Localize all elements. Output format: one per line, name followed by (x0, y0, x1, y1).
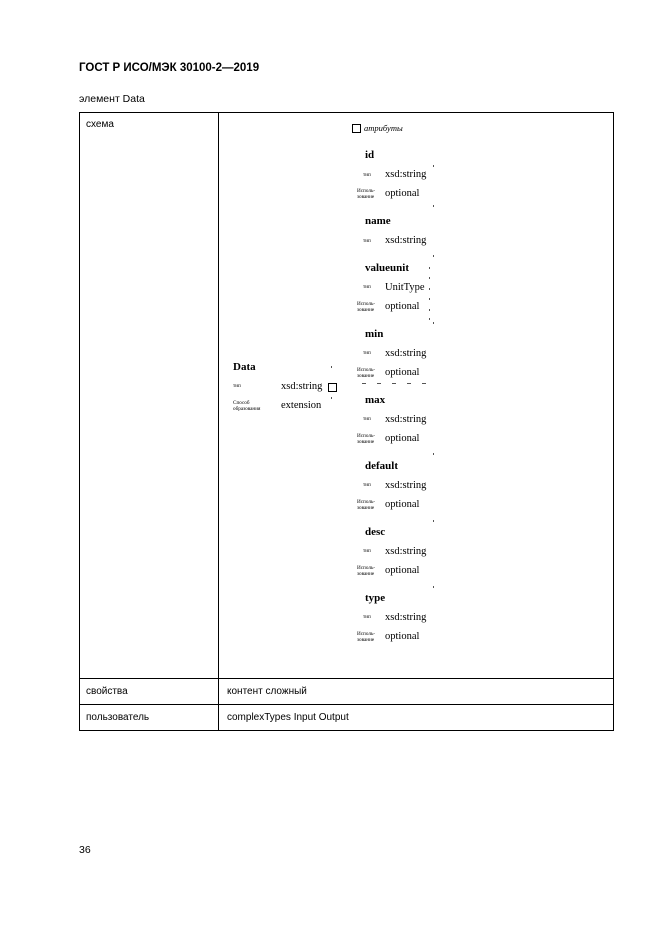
connector-dash (362, 383, 366, 384)
page-number: 36 (79, 844, 91, 856)
attribute-type-value: xsd:string (385, 546, 427, 557)
row-value-user: complexTypes Input Output (227, 712, 349, 723)
attribute-type-value: xsd:string (385, 348, 427, 359)
attribute-name: min (365, 328, 384, 340)
connector-dash (377, 383, 381, 384)
row-label-schema: схема (86, 119, 114, 130)
row-label-user: пользователь (86, 712, 150, 723)
element-attributes-connector-icon (328, 383, 337, 392)
attribute-type-value: xsd:string (385, 235, 427, 246)
connector-dot (433, 255, 434, 257)
connector-dot (429, 267, 430, 269)
connector-dot (429, 318, 430, 320)
attribute-name: id (365, 149, 375, 161)
attribute-use-label: Исполь-зование (357, 433, 376, 445)
attribute-use-value: optional (385, 631, 420, 642)
document-header: ГОСТ Р ИСО/МЭК 30100-2—2019 (79, 62, 260, 74)
element-type-value: xsd:string (281, 381, 323, 392)
attribute-use-label: Исполь-зование (357, 565, 376, 577)
attribute-name: default (365, 460, 398, 472)
attribute-use-label: Исполь-зование (357, 499, 376, 511)
attribute-use-label: Исполь-зование (357, 301, 376, 313)
attribute-type-label: тип (363, 416, 371, 422)
connector-dash (407, 383, 411, 384)
element-caption: элемент Data (79, 93, 145, 105)
attribute-type-label: тип (363, 482, 371, 488)
attribute-use-label: Исполь-зование (357, 631, 376, 643)
attribute-type-value: xsd:string (385, 480, 427, 491)
attribute-use-value: optional (385, 301, 420, 312)
connector-dot (433, 322, 434, 324)
attribute-use-value: optional (385, 367, 420, 378)
attributes-box-icon (352, 124, 361, 133)
attribute-type-label: тип (363, 238, 371, 244)
attribute-type-label: тип (363, 548, 371, 554)
attribute-name: valueunit (365, 262, 410, 274)
attribute-name: max (365, 394, 386, 406)
attribute-type-label: тип (363, 172, 371, 178)
attribute-type-value: xsd:string (385, 414, 427, 425)
attribute-type-value: UnitType (385, 282, 425, 293)
attribute-use-value: optional (385, 499, 420, 510)
row-label-properties: свойства (86, 686, 128, 697)
connector-dot (433, 205, 434, 207)
connector-dot (429, 288, 430, 290)
connector-dash (422, 383, 426, 384)
connector-dot (433, 520, 434, 522)
connector-dot (433, 453, 434, 455)
connector-dot (331, 366, 332, 368)
connector-dot (433, 586, 434, 588)
attribute-name: desc (365, 526, 386, 538)
connector-dot (429, 309, 430, 311)
attribute-use-value: optional (385, 433, 420, 444)
connector-dash (392, 383, 396, 384)
row-value-properties: контент сложный (227, 686, 307, 697)
connector-dot (331, 397, 332, 399)
element-name: Data (233, 361, 256, 373)
attribute-type-label: тип (363, 614, 371, 620)
attribute-type-label: тип (363, 284, 371, 290)
attribute-name: type (365, 592, 386, 604)
element-type-label: тип (233, 383, 241, 389)
element-method-value: extension (281, 400, 322, 411)
attribute-use-value: optional (385, 188, 420, 199)
attributes-title: атрибуты (364, 123, 403, 133)
attribute-use-value: optional (385, 565, 420, 576)
element-method-label: Способ образования (233, 400, 261, 412)
attribute-use-label: Исполь-зование (357, 367, 376, 379)
attribute-type-value: xsd:string (385, 612, 427, 623)
connector-dot (429, 277, 430, 279)
attribute-use-label: Исполь-зование (357, 188, 376, 200)
attribute-type-label: тип (363, 350, 371, 356)
attribute-name: name (365, 215, 391, 227)
connector-dot (433, 165, 434, 167)
attribute-type-value: xsd:string (385, 169, 427, 180)
connector-dot (429, 298, 430, 300)
